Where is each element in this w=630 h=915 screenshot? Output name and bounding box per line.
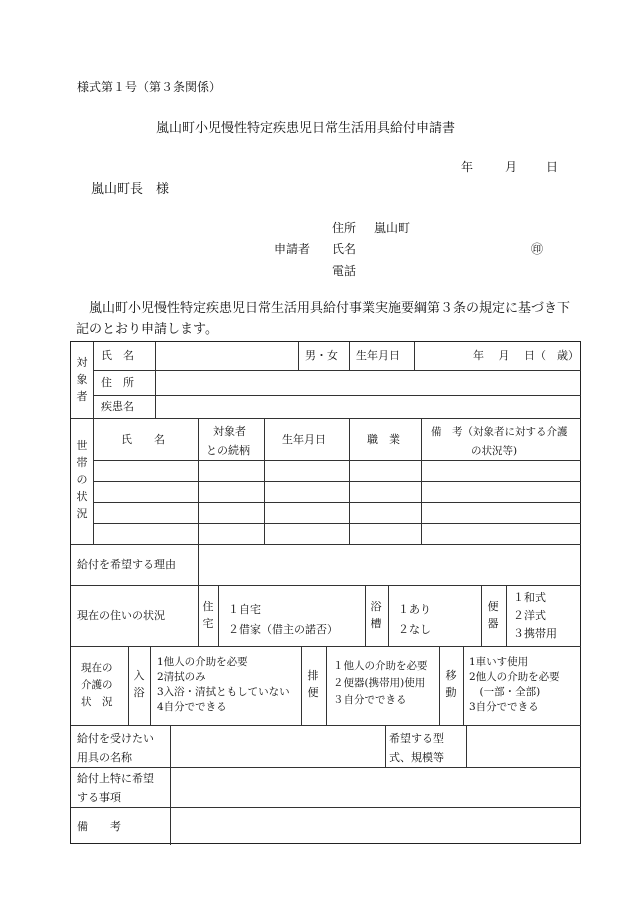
intro-text: 嵐山町小児慢性特定疾患児日常生活用具給付事業実施要綱第３条の規定に基づき下記のとおり申請します。 [76, 301, 571, 337]
household-col-note-2: の状況等) [471, 445, 518, 457]
household-col-job: 職 業 [367, 433, 400, 446]
row-line [93, 395, 581, 396]
col-line [506, 585, 507, 646]
address-label: 住所 [332, 221, 357, 235]
house-label: 住宅 [202, 600, 214, 630]
subject-header: 対象者 [76, 356, 88, 403]
bath-tub-label: 浴槽 [370, 600, 382, 630]
col-line [414, 342, 415, 370]
phone-label: 電話 [332, 264, 357, 278]
row-line [71, 585, 581, 586]
remarks-label: 備 考 [77, 820, 121, 833]
application-form-table [70, 341, 581, 844]
col-line [439, 646, 440, 725]
movement-options: 1車いす使用 2他人の介助を必要 (一部・全部) 3自分でできる [469, 656, 560, 713]
excretion-options: １他人の介助を必要 ２便器(携帯用)使用 ３自分でできる [333, 660, 428, 706]
row-line [93, 523, 581, 524]
col-line [155, 342, 156, 418]
document-title: 嵐山町小児慢性特定疾患児日常生活用具給付申請書 [156, 121, 456, 136]
household-col-name: 氏 名 [121, 433, 165, 446]
date-day: 日 [546, 160, 559, 174]
household-col-birth: 生年月日 [282, 433, 326, 446]
col-line [198, 585, 199, 646]
name-label: 氏名 [332, 242, 357, 256]
care-label: 現在の 介護の 状 況 [81, 662, 113, 708]
row-line [71, 807, 581, 808]
row-line [71, 767, 581, 768]
movement-label: 移動 [445, 669, 457, 699]
household-col-relation-2: との続柄 [206, 444, 250, 457]
equipment-model-label: 希望する型 式、規模等 [389, 732, 444, 764]
toilet-options: １和式 ２洋式 ３携帯用 [513, 591, 557, 640]
row-line [71, 544, 581, 545]
row-line [93, 370, 581, 371]
col-line [466, 725, 467, 767]
disease-label: 疾患名 [101, 400, 134, 413]
subject-address-label: 住 所 [101, 376, 134, 389]
date-month: 月 [505, 160, 518, 174]
applicant-label: 申請者 [274, 242, 311, 256]
col-line [349, 342, 350, 370]
household-header: 世帯の状況 [76, 439, 88, 520]
household-col-relation-1: 対象者 [213, 425, 246, 438]
col-line [463, 646, 464, 725]
col-line [365, 585, 366, 646]
col-line [298, 342, 299, 370]
form-code: 様式第１号（第３条関係） [77, 80, 222, 94]
col-line [150, 646, 151, 725]
house-options: １自宅 ２借家（借主の諾否） [228, 603, 338, 636]
col-line [385, 725, 386, 767]
row-line [93, 481, 581, 482]
gender-field[interactable]: 男・女 [305, 349, 338, 362]
date-year: 年 [461, 160, 474, 174]
col-line [128, 646, 129, 725]
col-line [301, 646, 302, 725]
toilet-label: 便器 [487, 600, 499, 630]
addressee: 嵐山町長 様 [91, 182, 170, 197]
seal-mark: ㊞ [531, 242, 544, 256]
col-line [198, 544, 199, 585]
subject-birth-fields[interactable]: 年 月 日（ 歳） [473, 349, 579, 362]
col-line [349, 418, 350, 544]
care-bath-options: 1他人の介助を必要 2清拭のみ 3入浴・清拭ともしていない 4自分でできる [157, 656, 290, 713]
row-line [71, 725, 581, 726]
col-line [326, 646, 327, 725]
care-bath-label: 入浴 [133, 669, 145, 699]
equipment-name-label: 給付を受けたい 用具の名称 [77, 732, 154, 764]
row-line [93, 502, 581, 503]
subject-name-label: 氏 名 [101, 349, 134, 362]
col-line [481, 585, 482, 646]
col-line [170, 725, 171, 845]
row-line [71, 418, 581, 419]
col-line [198, 418, 199, 544]
col-line [93, 342, 94, 544]
special-request-label: 給付上特に希望 する事項 [77, 772, 154, 804]
address-value: 嵐山町 [374, 221, 411, 235]
household-col-note-1: 備 考（対象者に対する介護 [431, 426, 568, 438]
col-line [218, 585, 219, 646]
bath-tub-options: １あり ２なし [398, 603, 431, 636]
excretion-label: 排便 [307, 669, 319, 699]
row-line [93, 460, 581, 461]
reason-label: 給付を希望する理由 [77, 558, 176, 571]
col-line [388, 585, 389, 646]
subject-birth-label: 生年月日 [356, 349, 400, 362]
col-line [421, 418, 422, 544]
residence-label: 現在の住いの状況 [77, 609, 165, 622]
col-line [264, 418, 265, 544]
